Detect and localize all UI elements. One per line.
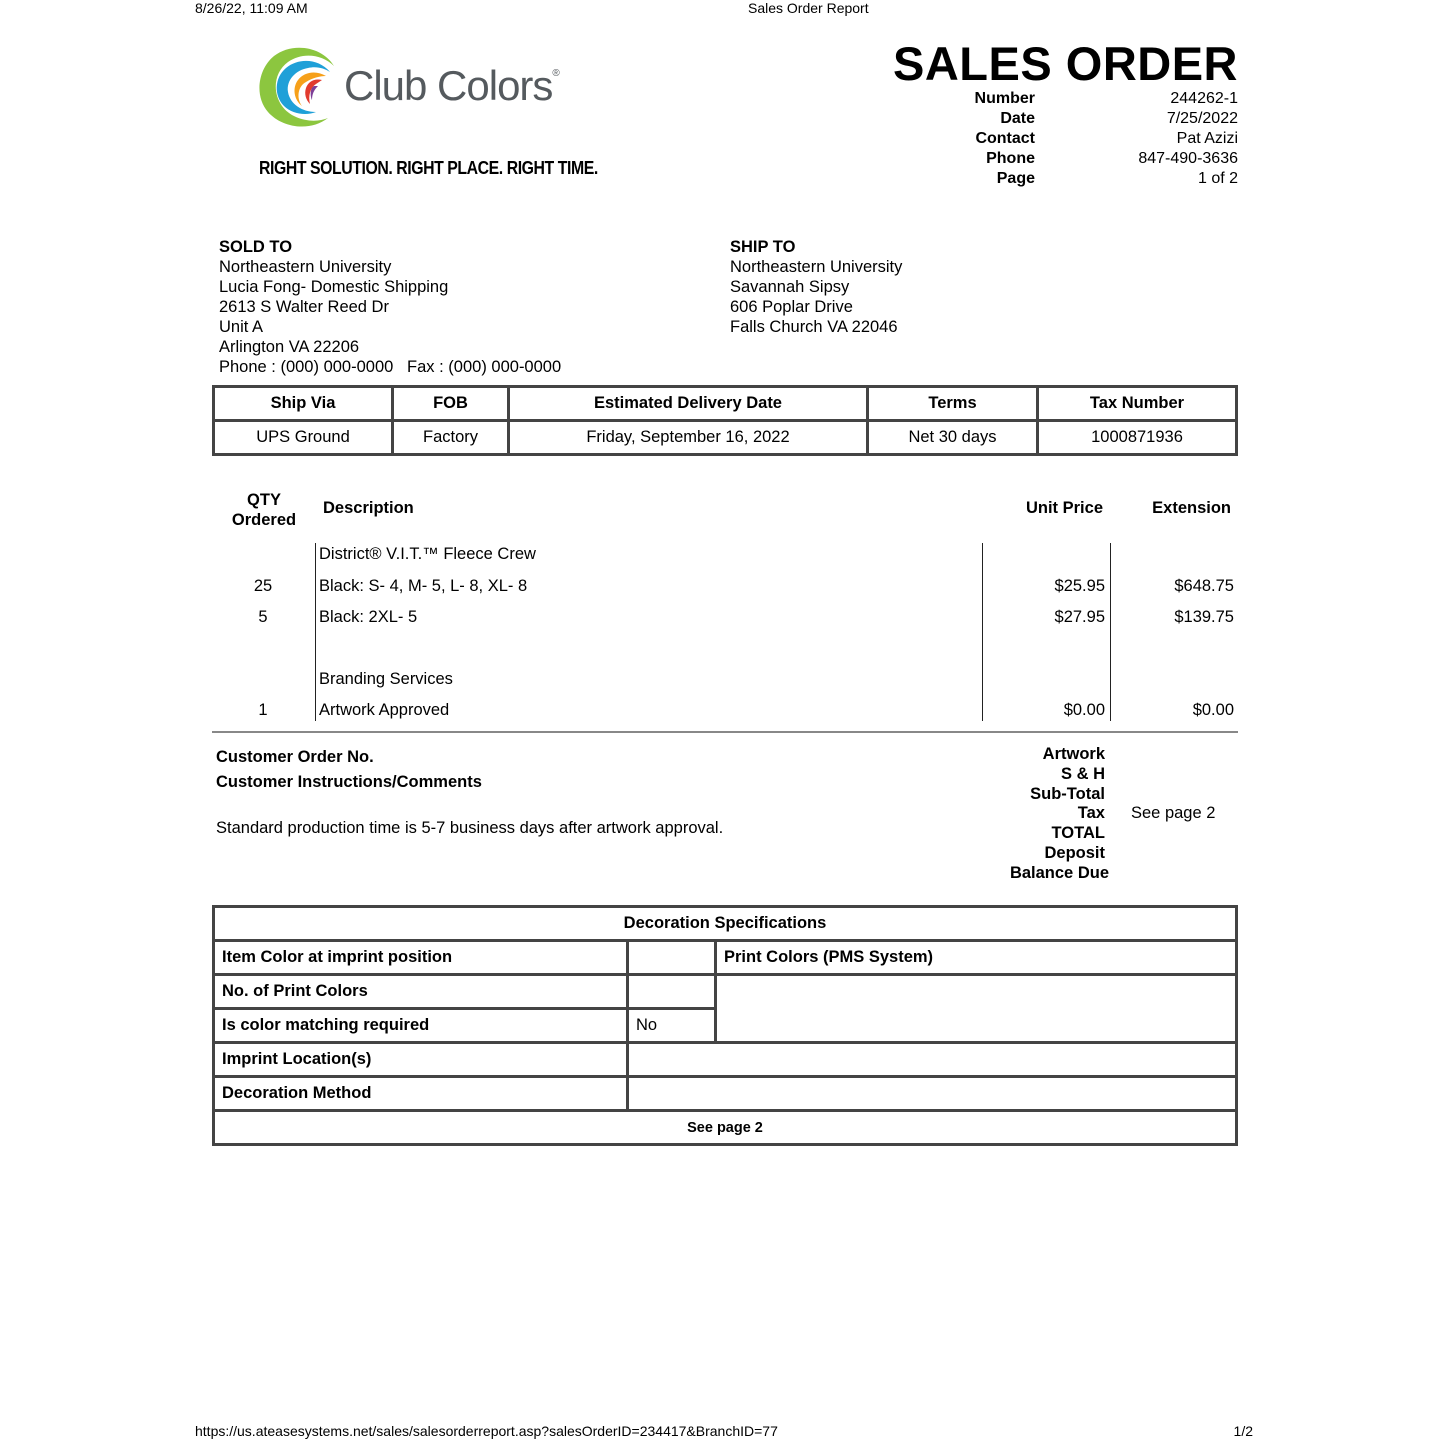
order-page-row (900, 170, 1238, 190)
order-date-value: 7/25/2022 (1166, 110, 1238, 127)
ship-via-value: UPS Ground (214, 421, 393, 455)
order-date-label: Date (1000, 110, 1035, 127)
order-phone-row (900, 150, 1238, 170)
sold-to-line: Lucia Fong- Domestic Shipping (219, 278, 449, 296)
tax-number-value: 1000871936 (1038, 421, 1237, 455)
imprint-locations-row (214, 1043, 1237, 1077)
order-phone-label: Phone (986, 150, 1035, 167)
print-page-count: 1/2 (1233, 1423, 1253, 1439)
order-date-row (900, 110, 1238, 130)
ship-to-line: 606 Poplar Drive (730, 298, 853, 316)
line-item-description: Black: 2XL- 5 (319, 608, 418, 626)
color-matching-value: No (628, 1009, 716, 1043)
delivery-date-header: Estimated Delivery Date (509, 387, 868, 421)
shipping-table (212, 385, 1238, 456)
qty-header-line: QTY (247, 491, 281, 509)
decoration-method-row (214, 1077, 1237, 1111)
tax-number-header: Tax Number (1038, 387, 1237, 421)
extension-header: Extension (1152, 499, 1231, 517)
decoration-method-value (628, 1077, 1237, 1111)
document-title: SALES ORDER (893, 37, 1238, 90)
line-item-description: Artwork Approved (319, 701, 450, 719)
line-item-qty: 1 (258, 701, 268, 719)
terms-header: Terms (868, 387, 1038, 421)
line-item-extension: $0.00 (1192, 701, 1234, 719)
line-item-extension: $139.75 (1174, 608, 1234, 626)
imprint-locations-label: Imprint Location(s) (214, 1043, 628, 1077)
column-divider (315, 543, 316, 721)
line-item-unit-price: $27.95 (1054, 608, 1105, 626)
ship-to-line: Northeastern University (730, 258, 903, 276)
sold-to-line: Unit A (219, 318, 264, 336)
sh-total-label: S & H (1060, 765, 1105, 783)
print-timestamp: 8/26/22, 11:09 AM (195, 0, 308, 16)
num-print-colors-label: No. of Print Colors (214, 975, 628, 1009)
decoration-see-page: See page 2 (214, 1111, 1237, 1145)
decoration-title: Decoration Specifications (214, 907, 1237, 941)
line-item-description: District® V.I.T.™ Fleece Crew (319, 545, 536, 563)
num-print-colors-row (214, 975, 1237, 1009)
order-page-label: Page (996, 170, 1035, 187)
print-url[interactable]: https://us.ateasesystems.net/sales/salesorderreport.asp?salesOrderID=234417&BranchID=77 (195, 1423, 778, 1439)
ordered-header-line: Ordered (231, 511, 297, 529)
fob-header: FOB (393, 387, 509, 421)
print-colors-pms-label: Print Colors (PMS System) (716, 941, 1237, 975)
order-page-value: 1 of 2 (1197, 170, 1238, 187)
decoration-title-row (214, 907, 1237, 941)
order-contact-label: Contact (975, 130, 1035, 147)
ship-to-line: Falls Church VA 22046 (730, 318, 898, 336)
imprint-locations-value (628, 1043, 1237, 1077)
line-item-unit-price: $0.00 (1063, 701, 1105, 719)
artwork-total-label: Artwork (1042, 745, 1105, 763)
decoration-see-page-row (214, 1111, 1237, 1145)
order-contact-row (900, 130, 1238, 150)
item-color-row (214, 941, 1237, 975)
line-items-divider (212, 731, 1238, 733)
shipping-value-row (214, 421, 1237, 455)
sold-to-line: Northeastern University (219, 258, 392, 276)
terms-value: Net 30 days (868, 421, 1038, 455)
ship-to-title: SHIP TO (730, 238, 796, 256)
deposit-label: Deposit (1044, 844, 1105, 862)
item-color-value (628, 941, 716, 975)
order-phone-value: 847-490-3636 (1138, 150, 1238, 167)
decoration-method-label: Decoration Method (214, 1077, 628, 1111)
ship-to-block (730, 237, 902, 337)
brand-tagline: RIGHT SOLUTION. RIGHT PLACE. RIGHT TIME. (259, 158, 598, 178)
print-page-title: Sales Order Report (748, 0, 869, 16)
tax-label: Tax (1077, 804, 1105, 822)
column-divider (982, 543, 983, 721)
line-item-qty: 25 (253, 577, 273, 595)
registered-mark: ® (552, 68, 559, 79)
qty-ordered-header (218, 490, 310, 530)
sold-to-phone-fax: Phone : (000) 000-0000 Fax : (000) 000-0000 (219, 358, 562, 376)
fob-value: Factory (393, 421, 509, 455)
total-label: TOTAL (1051, 824, 1105, 842)
order-number-label: Number (974, 90, 1035, 107)
delivery-date-value: Friday, September 16, 2022 (509, 421, 868, 455)
brand-name: Club Colors® (344, 62, 559, 109)
color-matching-label: Is color matching required (214, 1009, 628, 1043)
num-print-colors-value (628, 975, 716, 1009)
customer-instructions-text: Standard production time is 5-7 business days after artwork approval. (216, 819, 724, 837)
line-item-qty: 5 (258, 608, 268, 626)
customer-instructions-label: Customer Instructions/Comments (216, 773, 482, 791)
description-header: Description (323, 499, 414, 517)
customer-order-no-label: Customer Order No. (216, 748, 374, 766)
sold-to-line: 2613 S Walter Reed Dr (219, 298, 389, 316)
line-item-description: Branding Services (319, 670, 453, 688)
column-divider (1110, 543, 1111, 721)
line-item-description: Black: S- 4, M- 5, L- 8, XL- 8 (319, 577, 528, 595)
line-item-extension: $648.75 (1174, 577, 1234, 595)
order-contact-value: Pat Azizi (1176, 130, 1238, 147)
sold-to-line: Arlington VA 22206 (219, 338, 360, 356)
club-colors-swirl-icon (256, 44, 338, 128)
print-colors-pms-value (716, 975, 1237, 1043)
line-item-unit-price: $25.95 (1054, 577, 1105, 595)
sold-to-title: SOLD TO (219, 238, 293, 256)
decoration-specifications-table (212, 905, 1238, 1146)
ship-via-header: Ship Via (214, 387, 393, 421)
order-number-value: 244262-1 (1170, 90, 1238, 107)
ship-to-line: Savannah Sipsy (730, 278, 850, 296)
order-number-row (900, 90, 1238, 110)
tax-see-page-note: See page 2 (1131, 804, 1216, 822)
sold-to-block (219, 237, 561, 377)
balance-due-label: Balance Due (1009, 864, 1109, 882)
unit-price-header: Unit Price (1025, 499, 1103, 517)
item-color-label: Item Color at imprint position (214, 941, 628, 975)
subtotal-label: Sub-Total (1030, 785, 1105, 803)
shipping-header-row (214, 387, 1237, 421)
